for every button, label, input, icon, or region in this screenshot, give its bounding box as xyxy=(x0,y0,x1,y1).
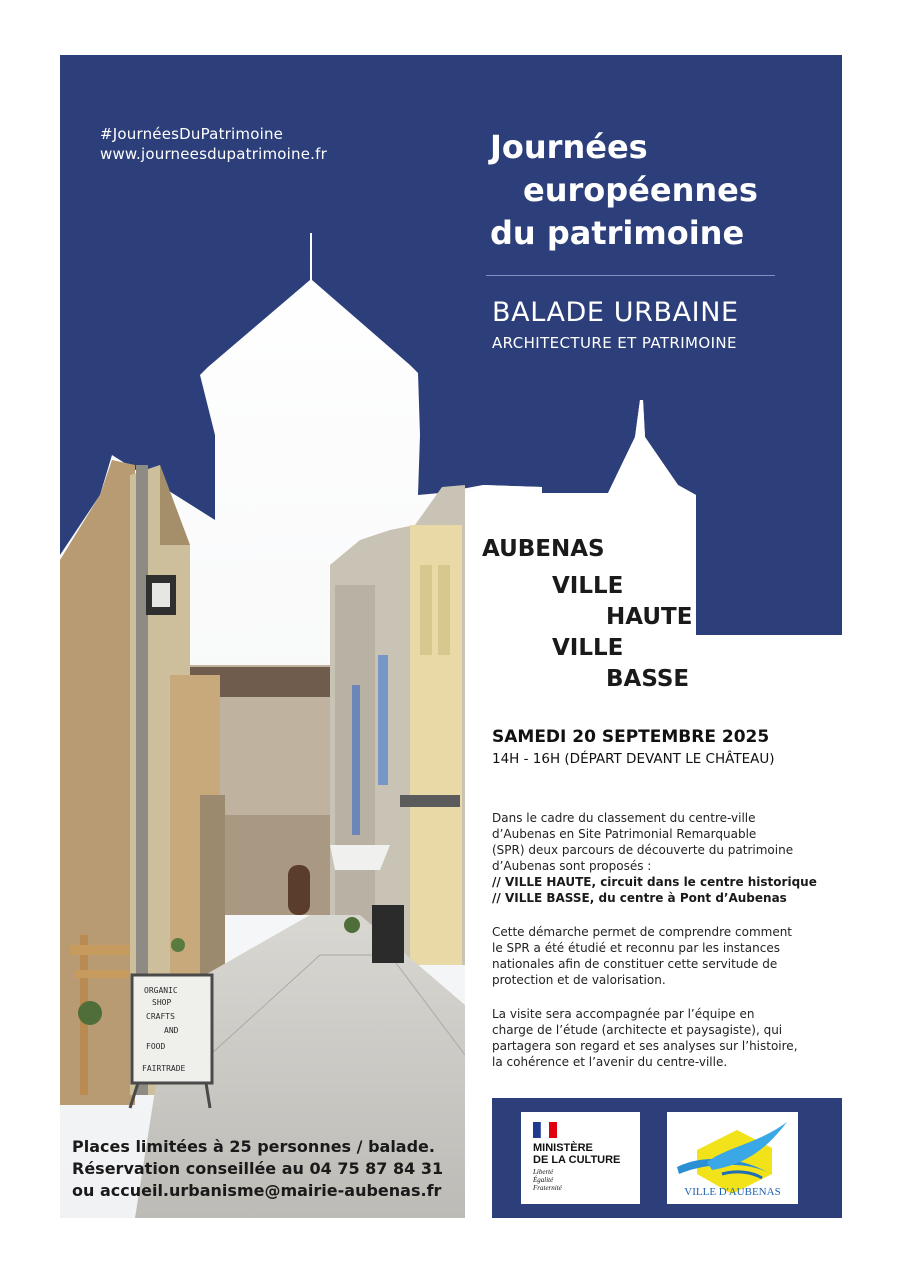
desc-line: partagera son regard et ses analyses sur l’histoire, xyxy=(492,1039,798,1053)
title-line-2: européennes xyxy=(523,171,758,209)
desc-line: charge de l’étude (architecte et paysagiste), qui xyxy=(492,1023,783,1037)
desc-line: d’Aubenas en Site Patrimonial Remarquable xyxy=(492,827,757,841)
title-line-3: du patrimoine xyxy=(490,214,745,252)
svg-text:FOOD: FOOD xyxy=(146,1042,166,1051)
description-paragraph-2 xyxy=(492,924,852,988)
event-title xyxy=(490,126,758,255)
event-hours: 14H - 16H (DÉPART DEVANT LE CHÂTEAU) xyxy=(492,751,775,767)
reservation-info xyxy=(72,1136,443,1202)
desc-line: Cette démarche permet de comprendre comment xyxy=(492,925,793,939)
title-divider xyxy=(486,275,775,276)
svg-text:SHOP: SHOP xyxy=(152,998,172,1007)
desc-line: d’Aubenas sont proposés : xyxy=(492,859,652,873)
ville-haute-line1: VILLE xyxy=(552,573,624,599)
town-logo xyxy=(667,1112,798,1204)
svg-text:ORGANIC: ORGANIC xyxy=(144,986,178,995)
ministry-logo xyxy=(521,1112,640,1204)
ministry-name-line1: MINISTÈRE xyxy=(533,1142,593,1154)
route-ville-basse: // VILLE BASSE, du centre à Pont d’Aubenas xyxy=(492,891,787,905)
city-name: AUBENAS xyxy=(482,536,605,562)
event-date: SAMEDI 20 SEPTEMBRE 2025 xyxy=(492,727,770,747)
hashtag-block xyxy=(100,124,327,164)
svg-text:FAIRTRADE: FAIRTRADE xyxy=(142,1064,186,1073)
website-link[interactable]: www.journeesdupatrimoine.fr xyxy=(100,145,327,163)
event-subtitle: ARCHITECTURE ET PATRIMOINE xyxy=(492,334,737,352)
desc-line: la cohérence et l’avenir du centre-ville. xyxy=(492,1055,728,1069)
reservation-email[interactable]: ou accueil.urbanisme@mairie-aubenas.fr xyxy=(72,1181,442,1200)
title-line-1: Journées xyxy=(490,128,648,166)
svg-text:AND: AND xyxy=(164,1026,179,1035)
motto-egalite: Égalité xyxy=(533,1176,554,1184)
motto-liberte: Liberté xyxy=(533,1168,554,1176)
motto-fraternite: Fraternité xyxy=(533,1184,562,1192)
desc-line: Dans le cadre du classement du centre-ville xyxy=(492,811,756,825)
ville-basse-line2: BASSE xyxy=(606,666,690,692)
route-ville-haute: // VILLE HAUTE, circuit dans le centre historique xyxy=(492,875,817,889)
desc-line: (SPR) deux parcours de découverte du patrimoine xyxy=(492,843,794,857)
hashtag: #JournéesDuPatrimoine xyxy=(100,125,284,143)
svg-text:CRAFTS: CRAFTS xyxy=(146,1012,175,1021)
reservation-phone[interactable]: Réservation conseillée au 04 75 87 84 31 xyxy=(72,1159,444,1178)
desc-line: protection et de valorisation. xyxy=(492,973,666,987)
event-name: BALADE URBAINE xyxy=(492,297,739,328)
desc-line: nationales afin de constituer cette servitude de xyxy=(492,957,778,971)
desc-line: La visite sera accompagnée par l’équipe en xyxy=(492,1007,755,1021)
description-paragraph-3 xyxy=(492,1006,852,1070)
ville-haute-line2: HAUTE xyxy=(606,604,693,630)
town-name: VILLE D'AUBENAS xyxy=(684,1186,781,1198)
ville-basse-line1: VILLE xyxy=(552,635,624,661)
places-limit: Places limitées à 25 personnes / balade. xyxy=(72,1137,435,1156)
desc-line: le SPR a été étudié et reconnu par les instances xyxy=(492,941,780,955)
description-paragraph-1 xyxy=(492,810,852,906)
ministry-name-line2: DE LA CULTURE xyxy=(533,1154,621,1166)
